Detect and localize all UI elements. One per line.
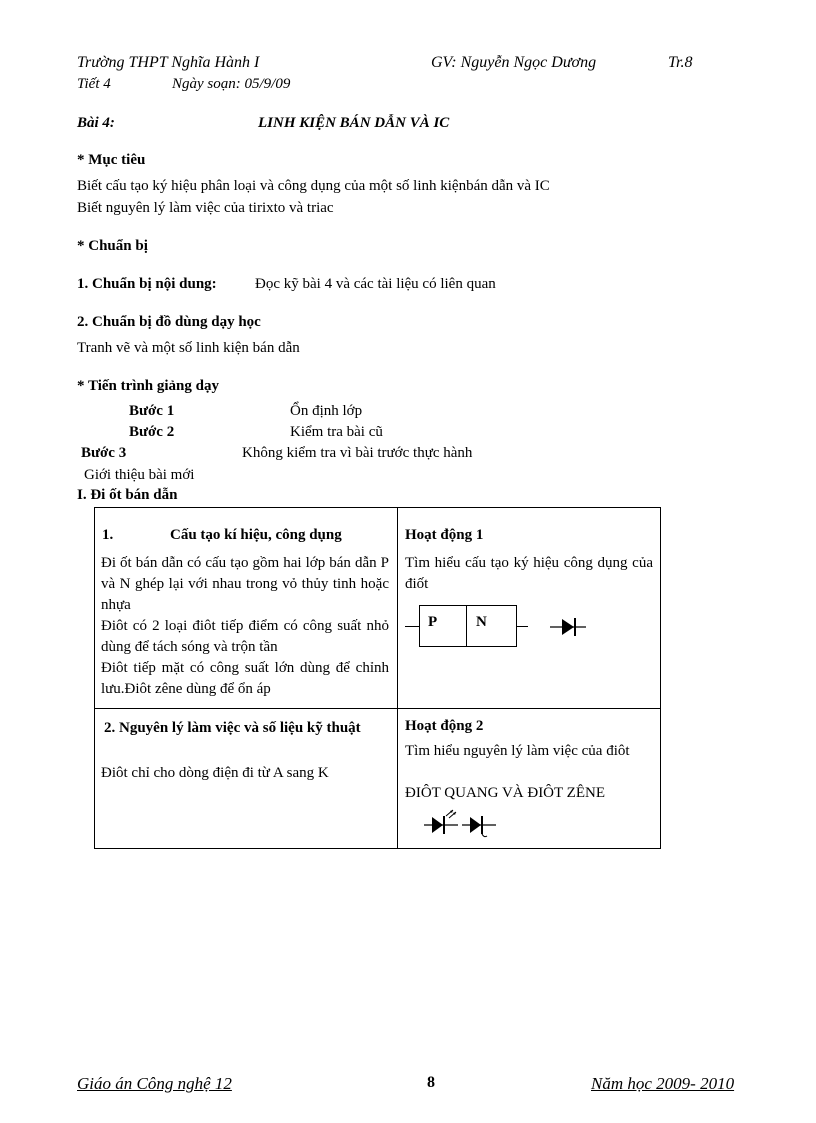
photodiode-icon — [422, 809, 462, 837]
step2-text: Kiểm tra bài cũ — [290, 424, 383, 440]
prep-tools-text: Tranh vẽ và một số linh kiện bán dẫn — [77, 340, 300, 356]
objective-line-1: Biết cấu tạo ký hiệu phân loại và công dụng của một số linh kiệnbán dẫn và IC — [77, 178, 550, 194]
cell-r1-right — [398, 508, 661, 709]
step3-label: Bước 3 — [81, 445, 127, 461]
prep-content-text: Đọc kỹ bài 4 và các tài liệu có liên quan — [255, 276, 496, 292]
header-page-ref: Tr.8 — [668, 54, 693, 71]
diode-symbol-icon — [548, 614, 588, 640]
pn-divider — [466, 606, 467, 646]
prep-content-label: 1. Chuẩn bị nội dung: — [77, 276, 217, 292]
r2-activity-text: Tìm hiểu nguyên lý làm việc của điôt — [405, 743, 630, 759]
p-label: P — [428, 614, 438, 630]
cell-r2-right — [398, 709, 661, 849]
footer-page-number: 8 — [427, 1074, 435, 1091]
r1-para-1: Đi ốt bán dẫn có cấu tạo gồm hai lớp bán dẫn P và N ghép lại với nhau trong vỏ thủy tinh hoặc nhựa — [101, 555, 389, 613]
pn-lead-left — [405, 626, 419, 627]
lesson-table — [94, 507, 661, 849]
r1-heading-text: Cấu tạo kí hiệu, công dụng — [170, 527, 342, 543]
r2-heading: 2. Nguyên lý làm việc và số liệu kỹ thuật — [104, 720, 361, 736]
zener-diode-icon — [460, 809, 500, 839]
r1-heading-num: 1. — [102, 527, 114, 543]
step3-text: Không kiểm tra vì bài trước thực hành — [242, 445, 473, 461]
cell-r2-left — [95, 709, 398, 849]
pn-junction-box — [419, 605, 517, 647]
header-period: Tiết 4 — [77, 76, 111, 92]
n-label: N — [476, 614, 487, 630]
footer-left: Giáo án Công nghệ 12 — [77, 1074, 232, 1093]
step1-label: Bước 1 — [129, 403, 175, 419]
lesson-label: Bài 4: — [77, 115, 115, 131]
r1-para-3: Điôt tiếp mặt có công suất lớn dùng để chỉnh lưu.Điôt zêne dùng để ổn áp — [101, 660, 389, 697]
r1-para-2: Điôt có 2 loại điôt tiếp điểm có công suất nhỏ dùng để tách sóng và trộn tần — [101, 618, 389, 655]
cell-r1-left — [95, 508, 398, 709]
progress-heading: * Tiến trình giảng dạy — [77, 378, 219, 394]
footer-right: Năm học 2009- 2010 — [591, 1074, 735, 1093]
r1-activity: Hoạt động 1 — [405, 527, 484, 543]
header-school: Trường THPT Nghĩa Hành I — [77, 54, 260, 71]
objective-line-2: Biết nguyên lý làm việc của tirixto và triac — [77, 200, 334, 216]
prep-tools-label: 2. Chuẩn bị đồ dùng dạy học — [77, 314, 261, 330]
r2-caption: ĐIÔT QUANG VÀ ĐIÔT ZÊNE — [405, 785, 605, 801]
r2-text: Điôt chỉ cho dòng điện đi từ A sang K — [101, 765, 329, 781]
step1-text: Ổn định lớp — [290, 403, 363, 419]
section-title: I. Đi ốt bán dẫn — [77, 487, 178, 503]
step2-label: Bước 2 — [129, 424, 175, 440]
header-date: Ngày soạn: 05/9/09 — [172, 76, 291, 92]
r1-activity-text: Tìm hiểu cấu tạo ký hiệu công dụng của điốt — [405, 555, 653, 592]
intro-text: Giới thiệu bài mới — [84, 467, 195, 483]
prep-heading: * Chuẩn bị — [77, 238, 148, 254]
objectives-heading: * Mục tiêu — [77, 152, 146, 168]
pn-lead-right — [516, 626, 528, 627]
lesson-title: LINH KIỆN BÁN DẪN VÀ IC — [258, 115, 450, 131]
r2-activity: Hoạt động 2 — [405, 718, 484, 734]
header-teacher: GV: Nguyễn Ngọc Dương — [431, 54, 597, 71]
